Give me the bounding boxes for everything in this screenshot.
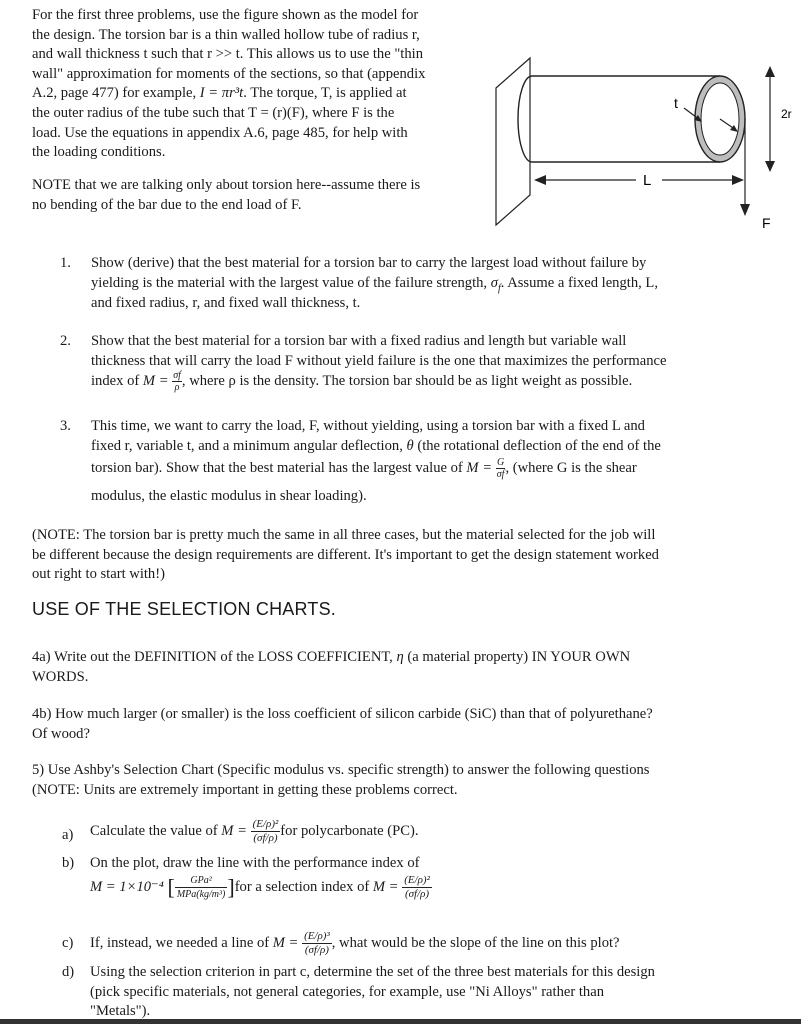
question-line xyxy=(90,818,745,845)
question-line xyxy=(32,648,772,668)
diameter-arrow-bottom xyxy=(765,161,775,172)
question-4b xyxy=(32,705,772,744)
intro-line: load. Use the equations in appendix A.6, page 485, for help with xyxy=(32,124,408,141)
performance-index-symbol: M = xyxy=(221,822,247,839)
question-text: (the rotational deflection of the end of the xyxy=(413,438,661,454)
intro-line: the outer radius of the tube such that T = (r)(F), where F is the xyxy=(32,104,395,121)
intro-text: A.2, page 477) for example, xyxy=(32,85,200,102)
question-line: thickness that will carry the load F without yield failure is the one that maximizes the performance xyxy=(91,353,667,369)
intro-line: the loading conditions. xyxy=(32,144,166,161)
question-text: yielding is the material with the largest value of the failure strength, xyxy=(91,275,491,291)
question-number: 3. xyxy=(60,418,71,434)
torsion-note xyxy=(32,176,478,215)
thickness-label: t xyxy=(674,95,678,111)
intro-line: For the first three problems, use the figure shown as the model for xyxy=(32,7,419,23)
performance-index-fraction xyxy=(496,457,506,480)
question-line: (pick specific materials, not general categories, for example, use "Ni Alloys" rather than xyxy=(90,984,604,1000)
question-number: 2. xyxy=(60,333,71,349)
torsion-bar-figure xyxy=(488,50,800,240)
bracket-open: [ xyxy=(167,874,175,900)
question-text: If, instead, we needed a line of xyxy=(90,934,273,951)
fraction-numerator: σf xyxy=(173,370,181,381)
question-line xyxy=(91,370,746,393)
sigma-symbol: σ xyxy=(490,275,498,291)
section-title: USE OF THE SELECTION CHARTS. xyxy=(32,599,336,619)
question-line: 4b) How much larger (or smaller) is the loss coefficient of silicon carbide (SiC) than that of polyurethane? xyxy=(32,706,653,722)
bracket-close: ] xyxy=(227,874,235,900)
question-line: Show that the best material for a torsion bar with a fixed radius and length but variable wall xyxy=(91,333,627,349)
fraction-numerator: GPa² xyxy=(175,874,228,888)
note-line: no bending of the bar due to the end load of F. xyxy=(32,196,302,213)
question-text: , (where G is the shear xyxy=(505,459,637,476)
question-text: (a material property) IN YOUR OWN xyxy=(403,649,631,665)
length-arrow-right xyxy=(732,175,744,185)
question-text: 4a) Write out the DEFINITION of the LOSS COEFFICIENT, xyxy=(32,649,397,665)
fraction-denominator: ρ xyxy=(174,382,180,393)
question-5 xyxy=(32,761,772,800)
item-label: d) xyxy=(62,964,75,980)
performance-index-fraction xyxy=(172,370,182,393)
fraction-denominator: (σf/ρ) xyxy=(304,944,329,956)
question-line: modulus, the elastic modulus in shear loading). xyxy=(91,488,367,504)
question-line: Show (derive) that the best material for a torsion bar to carry the largest load without failure by xyxy=(91,255,647,271)
tube-body xyxy=(518,76,720,162)
load-arrowhead xyxy=(740,204,750,216)
question-text: , where ρ is the density. The torsion bar should be as light weight as possible. xyxy=(181,372,633,389)
question-line: On the plot, draw the line with the performance index of xyxy=(90,855,420,871)
moment-formula: I = πr³t xyxy=(199,85,244,102)
question-text: , what would be the slope of the line on this plot? xyxy=(331,934,620,951)
question-line: and fixed radius, r, and fixed wall thickness, t. xyxy=(91,295,361,311)
performance-index-fraction xyxy=(302,930,332,957)
eta-symbol: η xyxy=(396,649,404,665)
question-line: WORDS. xyxy=(32,668,89,685)
question-4a xyxy=(32,648,772,687)
length-label: L xyxy=(643,172,652,189)
question-line xyxy=(91,437,746,457)
question-line: "Metals"). xyxy=(90,1003,151,1019)
item-label: a) xyxy=(62,827,74,843)
question-text: Calculate the value of xyxy=(90,822,222,839)
question-line: (NOTE: Units are extremely important in getting these problems correct. xyxy=(32,781,458,798)
intro-line xyxy=(32,84,478,104)
intro-line: wall" approximation for moments of the sections, so that (appendix xyxy=(32,65,426,82)
index-value: M = 1×10⁻⁴ xyxy=(90,878,164,895)
note-line: (NOTE: The torsion bar is pretty much the same in all three cases, but the material selected for the job will xyxy=(32,527,656,543)
question-text: fixed r, variable t, and a minimum angular deflection, xyxy=(91,438,407,454)
note-line: out right to start with!) xyxy=(32,566,165,583)
fraction-numerator: (E/ρ)² xyxy=(404,874,430,886)
diameter-label: 2r xyxy=(781,107,792,121)
intro-line: and wall thickness t such that r >> t. This allows us to use the "thin xyxy=(32,46,424,63)
diameter-arrow-top xyxy=(765,66,775,77)
note-line: NOTE that we are talking only about torsion here--assume there is xyxy=(32,177,421,193)
unit-fraction xyxy=(175,874,228,901)
fraction-numerator: (E/ρ)² xyxy=(252,818,279,830)
fraction-denominator: (σf/ρ) xyxy=(253,832,278,844)
performance-index-fraction xyxy=(251,818,281,845)
performance-index-symbol: M = xyxy=(272,934,299,951)
question-line xyxy=(90,930,745,957)
performance-index-fraction xyxy=(402,874,432,901)
performance-index-symbol: M = xyxy=(372,878,399,895)
bottom-scroll-edge xyxy=(0,1019,801,1024)
question-line xyxy=(91,457,746,480)
performance-index-symbol: M = xyxy=(142,372,169,389)
fraction-denominator: σf xyxy=(496,469,505,480)
question-line: Using the selection criterion in part c, determine the set of the three best materials for this design xyxy=(90,964,655,980)
question-line: Of wood? xyxy=(32,725,90,742)
load-label: F xyxy=(762,215,771,231)
question-line: 5) Use Ashby's Selection Chart (Specific modulus vs. specific strength) to answer the following questions xyxy=(32,762,650,778)
item-label: c) xyxy=(62,935,74,951)
intro-text: . The torque, T, is applied at xyxy=(243,85,407,102)
question-text: for polycarbonate (PC). xyxy=(280,822,419,839)
design-note xyxy=(32,526,772,585)
length-arrow-left xyxy=(534,175,546,185)
fraction-denominator: MPa(kg/m³) xyxy=(176,889,226,900)
question-number: 1. xyxy=(60,255,71,271)
fraction-numerator: (E/ρ)³ xyxy=(304,930,330,942)
question-line xyxy=(90,874,745,901)
question-text: torsion bar). Show that the best material has the largest value of xyxy=(91,459,467,476)
question-line: This time, we want to carry the load, F, without yielding, using a torsion bar with a fixed L and xyxy=(91,418,645,434)
question-text: . Assume a fixed length, L, xyxy=(500,275,658,291)
question-text: for a selection index of xyxy=(234,878,373,895)
question-text: index of xyxy=(91,372,143,389)
subscript: f xyxy=(497,282,501,294)
intro-line: the design. The torsion bar is a thin walled hollow tube of radius r, xyxy=(32,26,420,43)
performance-index-symbol: M = xyxy=(466,459,493,476)
fraction-denominator: (σf/ρ) xyxy=(404,888,430,900)
intro-paragraph xyxy=(32,6,478,163)
item-label: b) xyxy=(62,855,75,871)
theta-symbol: θ xyxy=(406,438,414,454)
note-line: be different because the design requirements are different. It's important to get the design statement worked xyxy=(32,546,659,563)
fraction-numerator: G xyxy=(496,457,505,468)
